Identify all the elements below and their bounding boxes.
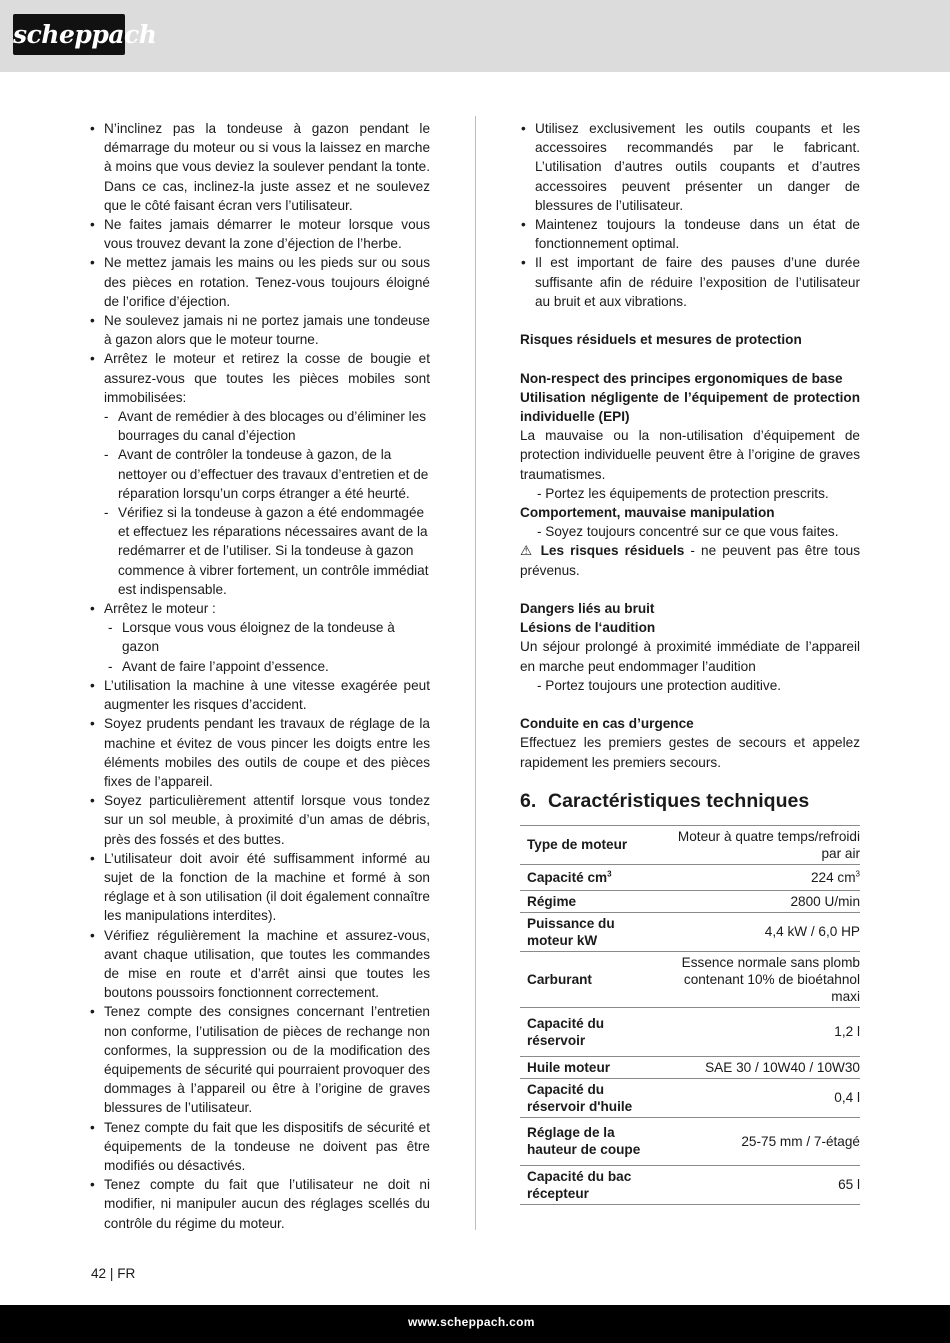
list-item: • Maintenez toujours la tondeuse dans un état de fonctionnement optimal.: [520, 215, 860, 253]
residual-risks-heading: Risques résiduels et mesures de protection: [520, 332, 802, 348]
sub-list: [104, 407, 430, 599]
footer-bar: [0, 1305, 950, 1343]
spec-value-text: Essence normale sans plomb contenant 10% de bioétahnol maxi: [681, 954, 860, 1004]
table-row: [520, 1165, 860, 1204]
list-item: • Tenez compte du fait que l’utilisateur ne doit ni modifier, ni manipuler aucun des réglages scellés du contrôle du régime du moteur.: [89, 1175, 430, 1233]
table-row: [520, 912, 860, 951]
spec-value-text: 2800 U/min: [790, 893, 860, 909]
residual-risks-label: Les risques résiduels: [540, 543, 685, 559]
left-column: [89, 119, 430, 1233]
spec-label: [520, 1007, 652, 1056]
list-item: • Tenez compte des consignes concernant l’entretien non conforme, l’utilisation de pièces de rechange non conformes, la suppression ou de la modification des équipements de sécurité qui pourraient provoquer des dommages à l’appareil ou être à l’origine de graves blessures de l’utilisateur.: [89, 1002, 430, 1117]
page-number: [91, 1266, 135, 1281]
table-row: [520, 825, 860, 864]
spec-label-text: Huile moteur: [527, 1059, 611, 1075]
spec-value-text: 65 l: [838, 1177, 860, 1193]
spec-label-text: Carburant: [527, 971, 592, 987]
website-url: www.scheppach.com: [408, 1315, 535, 1329]
spec-value: [652, 1165, 860, 1204]
behaviour-action: - Soyez toujours concentré sur ce que vous faites.: [537, 524, 839, 540]
list-item: • L’utilisation la machine à une vitesse exagérée peut augmenter les risques d’accident.: [89, 676, 430, 714]
hearing-action: - Portez toujours une protection auditive.: [537, 677, 782, 693]
page-number-value: 42: [91, 1266, 107, 1281]
spec-value: [652, 1056, 860, 1078]
spec-label-text: Capacité du réservoir: [527, 1015, 605, 1048]
spec-value: [652, 864, 860, 890]
spec-label: [520, 1056, 652, 1078]
safety-list-left: [89, 119, 430, 1233]
header-bar: [0, 0, 950, 72]
section-title: Caractéristiques techniques: [548, 789, 810, 812]
list-item: • Vérifiez régulièrement la machine et assurez-vous, avant chaque utilisation, que toutes les commandes de mise en route et d’arrêt ainsi que toutes les boutons poussoirs fonctionnent correctement.: [89, 926, 430, 1003]
specs-table: [520, 825, 860, 1205]
spec-value: [652, 825, 860, 864]
hearing-heading: Lésions de l‘audition: [520, 620, 656, 636]
list-item: • Soyez prudents pendant les travaux de réglage de la machine et évitez de vous pincer les doigts entre les éléments mobiles des outils de coupe et des pièces fixes de l’appareil.: [89, 714, 430, 791]
spec-value: [652, 951, 860, 1007]
scheppach-logo: scheppach: [13, 14, 125, 55]
spec-label: [520, 1117, 652, 1165]
spec-value-text: 4,4 kW / 6,0 HP: [764, 924, 860, 940]
sub-list-item: - Avant de remédier à des blocages ou d’éliminer les bourrages du canal d’éjection: [104, 407, 430, 445]
sub-list-item: - Lorsque vous vous éloignez de la tondeuse à gazon: [104, 618, 430, 656]
table-row: [520, 890, 860, 912]
spec-label-text: Réglage de la hauteur de coupe: [527, 1125, 641, 1158]
sub-list: [104, 618, 430, 676]
spec-label: [520, 1078, 652, 1117]
sub-list-item: - Vérifiez si la tondeuse à gazon a été endommagée et effectuez les réparations nécessaires avant de la redémarrer et de l’utiliser. Si la tondeuse à gazon commence à vibrer fortement, un contrôle immédiat est indispensable.: [104, 503, 430, 599]
superscript: 3: [855, 869, 860, 879]
spec-label: [520, 890, 652, 912]
residual-risks-text: - ne peuvent pas être tous prévenus.: [520, 543, 860, 578]
section-heading: [520, 789, 860, 813]
list-item: [89, 349, 430, 599]
spec-label: [520, 1165, 652, 1204]
sub-list-item: - Avant de contrôler la tondeuse à gazon, de la nettoyer ou d’effectuer des travaux d’entretien et de réparation lorsqu’un corps étranger a été heurté.: [104, 445, 430, 503]
list-item: • N’inclinez pas la tondeuse à gazon pendant le démarrage du moteur ou si vous la laissez en marche à moins que vous deviez la soulever pendant la tonte. Dans ce cas, inclinez-la juste assez et ne soulevez que le côté faisant écran vers l’utilisateur.: [89, 119, 430, 215]
spec-label-text: Capacité du réservoir d'huile: [527, 1081, 633, 1114]
spec-value: [652, 1078, 860, 1117]
warning-icon: ⚠: [520, 543, 535, 559]
ppe-action: - Portez les équipements de protection prescrits.: [537, 485, 829, 501]
list-item: • Ne soulevez jamais ni ne portez jamais une tondeuse à gazon alors que le moteur tourne.: [89, 311, 430, 349]
spec-value: [652, 1117, 860, 1165]
ergonomics-heading: Non-respect des principes ergonomiques de base: [520, 370, 843, 386]
table-row: [520, 1078, 860, 1117]
behaviour-heading: Comportement, mauvaise manipulation: [520, 505, 775, 521]
spec-label: [520, 825, 652, 864]
list-item: • Utilisez exclusivement les outils coupants et les accessoires recommandés par le fabricant. L’utilisation d’autres outils coupants et d’autres accessoires peuvent présenter un danger de blessures de l’utilisateur.: [520, 119, 860, 215]
sub-list-item: - Avant de faire l’appoint d’essence.: [104, 657, 430, 676]
column-divider: [475, 116, 476, 1230]
spec-label-text: Type de moteur: [527, 837, 628, 853]
spec-label-text: Puissance du moteur kW: [527, 915, 615, 948]
hearing-text: Un séjour prolongé à proximité immédiate de l’appareil en marche peut endommager l’audition: [520, 639, 860, 674]
spec-label: [520, 912, 652, 951]
spec-value-text: 25-75 mm / 7-étagé: [741, 1133, 860, 1149]
noise-heading: Dangers liés au bruit: [520, 601, 655, 617]
ppe-text: La mauvaise ou la non-utilisation d’équipement de protection individuelle peuvent être à l’origine de graves traumatismes.: [520, 428, 860, 482]
list-item: • Il est important de faire des pauses d’une durée suffisante afin de réduire l’exposition de l’utilisateur au bruit et aux vibrations.: [520, 253, 860, 311]
spec-label-text: Capacité du bac récepteur: [527, 1168, 632, 1201]
emergency-heading: Conduite en cas d’urgence: [520, 716, 694, 732]
table-row: [520, 864, 860, 890]
right-column: [520, 119, 860, 1205]
list-item-text: Arrêtez le moteur :: [104, 601, 216, 617]
table-row: [520, 1007, 860, 1056]
superscript: 3: [607, 869, 612, 879]
list-item: • L’utilisateur doit avoir été suffisamment informé au sujet de la fonction de la machine et formé à son réglage et à son utilisation (il doit également connaître les manipulations interdites).: [89, 849, 430, 926]
language-code: FR: [117, 1266, 136, 1281]
table-row: [520, 1117, 860, 1165]
list-item: • Soyez particulièrement attentif lorsque vous tondez sur un sol meuble, à proximité d’un amas de débris, près des fossés et des buttes.: [89, 791, 430, 849]
spec-value-text: 224 cm: [810, 869, 856, 885]
spec-value-text: Moteur à quatre temps/refroidi par air: [677, 828, 860, 861]
table-row: [520, 951, 860, 1007]
list-item: • Tenez compte du fait que les dispositifs de sécurité et équipements de la tondeuse ne doivent pas être modifiés ou désactivés.: [89, 1118, 430, 1176]
spec-label: [520, 951, 652, 1007]
spec-value-text: 1,2 l: [834, 1024, 860, 1040]
spec-label-text: Régime: [527, 893, 577, 909]
spec-value: [652, 912, 860, 951]
list-item: • Ne mettez jamais les mains ou les pieds sur ou sous des pièces en rotation. Tenez-vous toujours éloigné de l’orifice d’éjection.: [89, 253, 430, 311]
ppe-heading: Utilisation négligente de l’équipement de protection individuelle (EPI): [520, 389, 860, 425]
page-separator: |: [109, 1266, 114, 1281]
list-item: • Ne faites jamais démarrer le moteur lorsque vous vous trouvez devant la zone d’éjection de l’herbe.: [89, 215, 430, 253]
table-row: [520, 1056, 860, 1078]
safety-list-right: [520, 119, 860, 311]
list-item-text: Arrêtez le moteur et retirez la cosse de bougie et assurez-vous que toutes les pièces mobiles sont immobilisées:: [104, 351, 430, 405]
emergency-text: Effectuez les premiers gestes de secours et appelez rapidement les premiers secours.: [520, 735, 860, 770]
spec-label-text: Capacité cm: [527, 869, 608, 885]
spec-value-text: 0,4 l: [834, 1090, 860, 1106]
spec-label: [520, 864, 652, 890]
spec-value: [652, 890, 860, 912]
residual-risks-note: [520, 541, 860, 579]
list-item: [89, 599, 430, 676]
spec-value: [652, 1007, 860, 1056]
section-number: 6.: [520, 789, 537, 812]
spec-value-text: SAE 30 / 10W40 / 10W30: [705, 1059, 860, 1075]
